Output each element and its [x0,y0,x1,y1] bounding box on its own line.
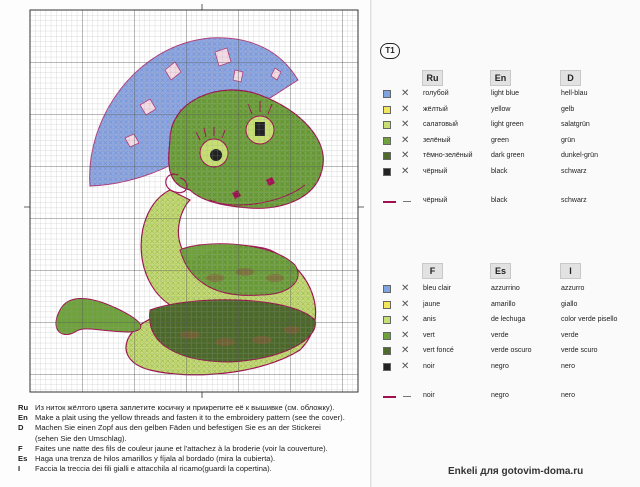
cross-stitch-icon: ✕ [401,314,410,325]
instruction-en: En Make a plait using the yellow threads and fasten it to the embroidery pattern (see the cover). [18,413,345,423]
header-f: F [422,263,443,279]
cross-stitch-icon: ✕ [401,134,410,146]
cross-stitch-chart [0,0,370,400]
swatch-light-blue [383,90,391,98]
instruction-d: D Machen Sie einen Zopf aus den gelben Fäden und befestigen Sie es an der Stickerei [18,423,321,433]
dash-icon [403,396,411,397]
watermark-footer: Enkeli для gotovim-doma.ru [448,466,584,477]
cross-stitch-icon: ✕ [401,345,410,356]
swatch-green [383,332,391,340]
cross-stitch-icon: ✕ [401,150,410,161]
backstitch-line-icon [383,396,396,398]
key-badge: T1 [380,43,400,59]
swatch-light-blue [383,285,391,293]
instruction-i: I Faccia la treccia dei fili gialli e attacchila al ricamo(guardi la copertina). [18,464,272,474]
header-en: En [490,70,511,86]
swatch-dark-green [383,152,391,160]
swatch-green [383,137,391,145]
header-d: D [560,70,581,86]
instruction-f: F Faites une natte des fils de couleur jaune et l'attachez à la broderie (voir la couverture). [18,443,328,453]
instruction-ru: Ru Из ниток жёлтого цвета заплетите косичку и прикрепите её к вышивке (см. обложку). [18,403,335,412]
swatch-light-green [383,121,391,129]
plait-instructions [18,403,368,474]
swatch-yellow [383,106,391,114]
header-es: Es [490,263,511,279]
cross-stitch-icon: ✕ [401,283,410,294]
swatch-black [383,168,391,176]
swatch-yellow [383,301,391,309]
cross-stitch-icon: ✕ [401,360,410,372]
cross-stitch-icon: ✕ [401,103,410,115]
cross-stitch-icon: ✕ [401,119,410,130]
cross-stitch-icon: ✕ [401,88,410,99]
dash-icon [403,201,411,202]
header-ru: Ru [422,70,443,86]
cross-stitch-icon: ✕ [401,329,410,341]
backstitch-line-icon [383,201,396,203]
cross-stitch-icon: ✕ [401,165,410,177]
header-i: I [560,263,581,279]
swatch-light-green [383,316,391,324]
cross-stitch-icon: ✕ [401,298,410,310]
swatch-black [383,363,391,371]
instruction-es: Es Haga una trenza de hilos amarillos y fíjala al bordado (mira la cubierta). [18,454,276,464]
instruction-d-cont: (sehen Sie den Umschlag). [35,433,127,443]
swatch-dark-green [383,347,391,355]
